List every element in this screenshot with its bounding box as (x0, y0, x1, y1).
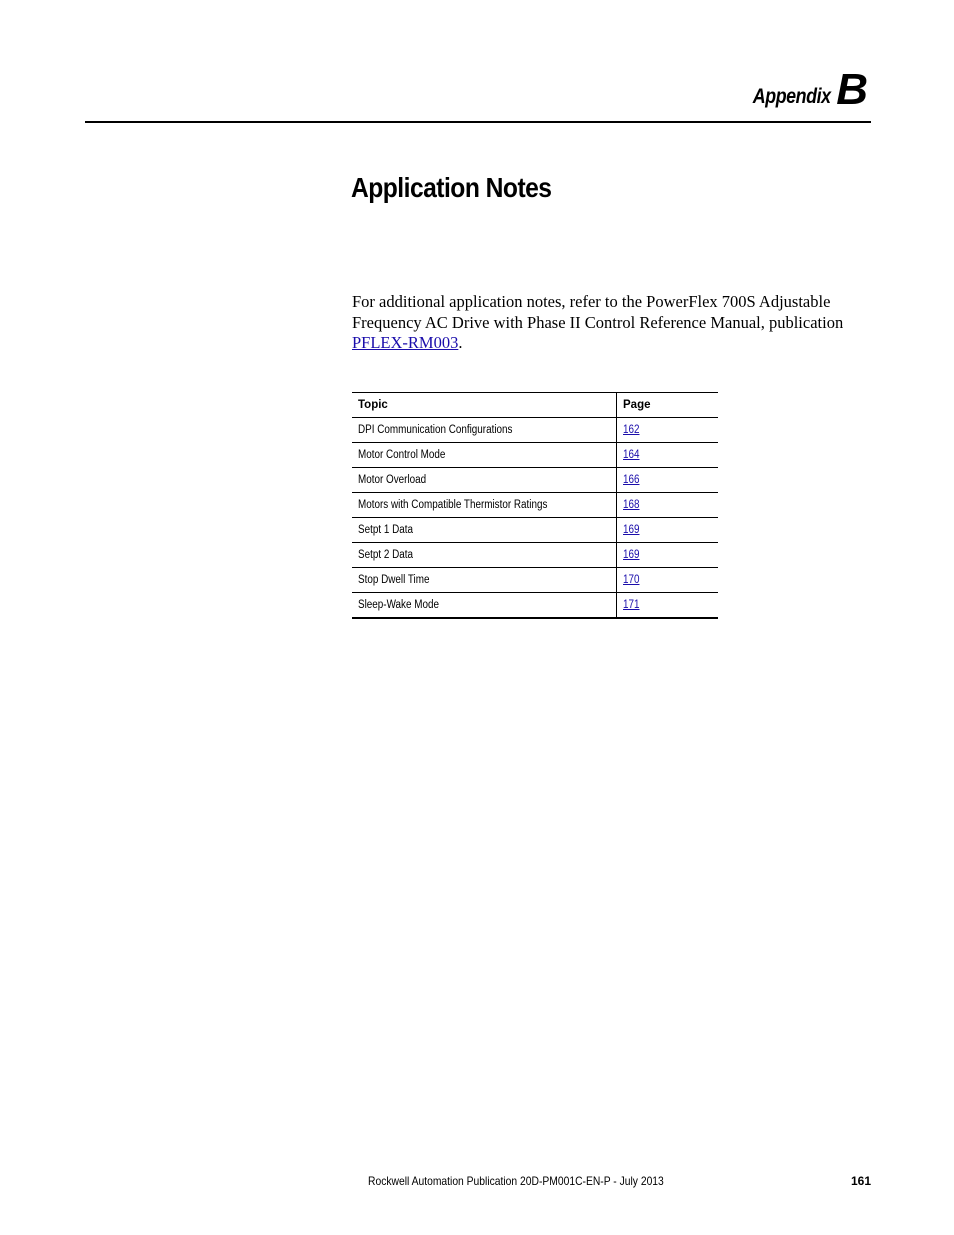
page-cell (617, 543, 719, 568)
page-link[interactable]: 169 (623, 524, 640, 536)
page-cell (617, 443, 719, 468)
topic-cell: Stop Dwell Time (352, 568, 617, 593)
header-divider (85, 121, 871, 123)
table-row (352, 493, 718, 518)
pflex-rm003-link[interactable]: PFLEX-RM003 (352, 333, 459, 352)
page-link[interactable]: 170 (623, 574, 640, 586)
page-cell (617, 593, 719, 619)
topic-cell: Motor Overload (352, 468, 617, 493)
page-cell (617, 493, 719, 518)
page-cell (617, 568, 719, 593)
topic-cell: Motors with Compatible Thermistor Ratings (352, 493, 617, 518)
column-header-topic: Topic (352, 393, 617, 418)
table-row (352, 443, 718, 468)
appendix-letter: B (836, 65, 868, 114)
topic-cell: Setpt 1 Data (352, 518, 617, 543)
topic-table (352, 392, 718, 619)
page-link[interactable]: 164 (623, 449, 640, 461)
table-row (352, 418, 718, 443)
page-link[interactable]: 168 (623, 499, 640, 511)
table-row (352, 468, 718, 493)
page-cell (617, 468, 719, 493)
page-link[interactable]: 166 (623, 474, 640, 486)
page-number: 161 (850, 1174, 871, 1188)
page-title: Application Notes (351, 172, 552, 203)
footer-publication: Rockwell Automation Publication 20D-PM001C-EN-P - July 2013 (368, 1174, 664, 1188)
topic-cell: Sleep-Wake Mode (352, 593, 617, 619)
topic-cell: Motor Control Mode (352, 443, 617, 468)
page-cell (617, 418, 719, 443)
table-row (352, 518, 718, 543)
intro-paragraph (352, 292, 852, 354)
column-header-page: Page (617, 393, 719, 418)
table-row (352, 568, 718, 593)
page-link[interactable]: 162 (623, 424, 640, 436)
appendix-header (739, 62, 868, 112)
table-row (352, 593, 718, 619)
intro-suffix: . (458, 333, 463, 352)
table-header-row (352, 393, 718, 418)
page-link[interactable]: 171 (623, 599, 640, 611)
page-cell (617, 518, 719, 543)
appendix-label: Appendix (752, 85, 831, 108)
topic-cell: Setpt 2 Data (352, 543, 617, 568)
topic-cell: DPI Communication Configurations (352, 418, 617, 443)
page-link[interactable]: 169 (623, 549, 640, 561)
intro-text: For additional application notes, refer to the PowerFlex 700S Adjustable Frequency AC Drive with Phase II Control Reference Manual, publication (352, 292, 844, 332)
table-row (352, 543, 718, 568)
